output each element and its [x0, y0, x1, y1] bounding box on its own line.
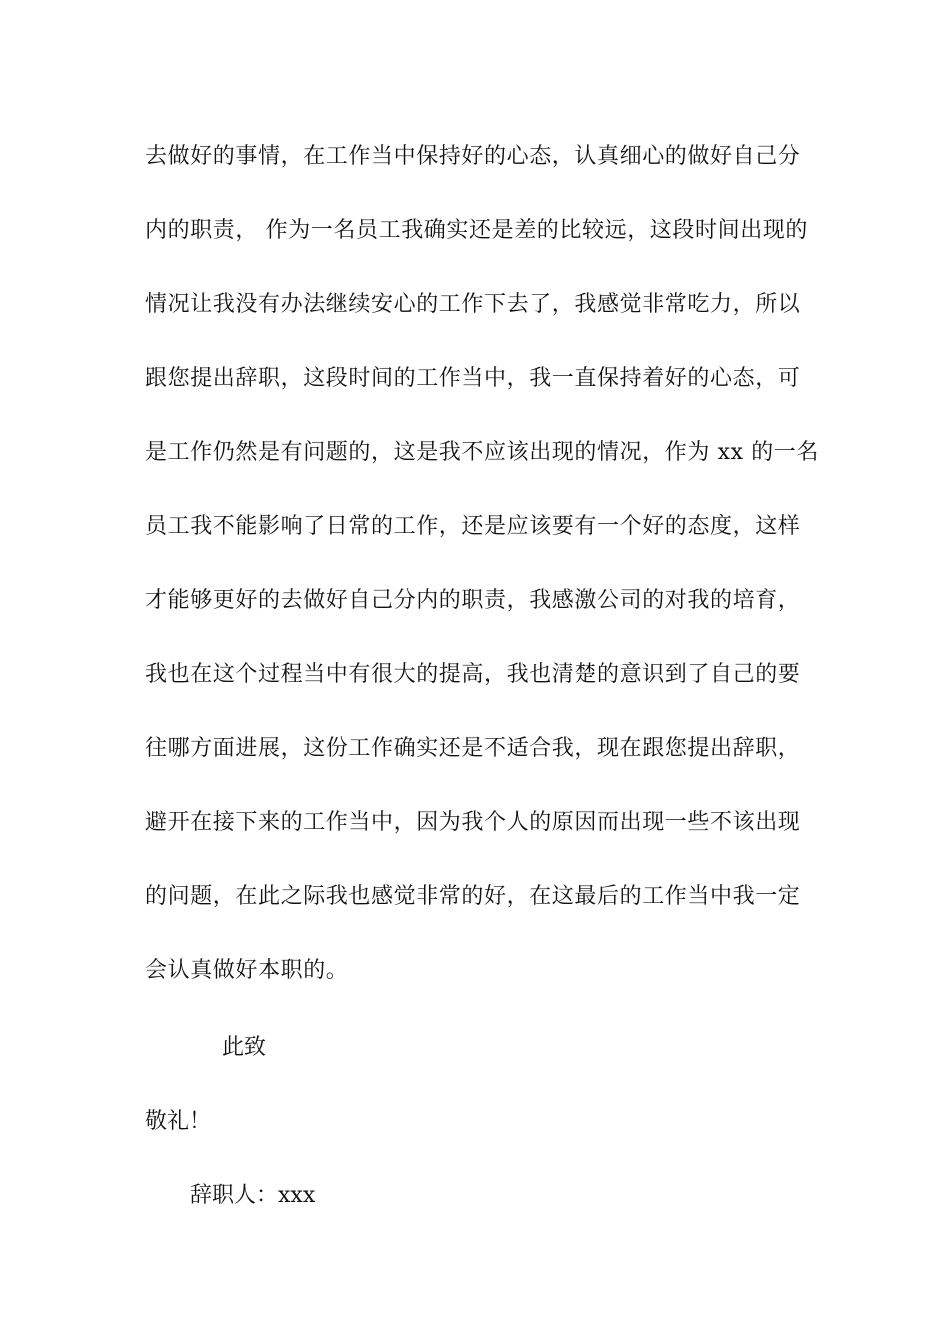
- body-line-7: 才能够更好的去做好自己分内的职责，我感激公司的对我的培育，: [145, 588, 801, 613]
- closing-respect: 敬礼！: [145, 1109, 212, 1134]
- closing-salute: 此致: [222, 1035, 267, 1060]
- body-line-4: 跟您提出辞职，这段时间的工作当中，我一直保持着好的心态，可: [145, 366, 801, 391]
- body-line-12: 会认真做好本职的。: [145, 958, 349, 983]
- body-line-8: 我也在这个过程当中有很大的提高，我也清楚的意识到了自己的要: [145, 662, 801, 687]
- body-paragraph: [145, 120, 820, 1008]
- body-line-11: 的问题，在此之际我也感觉非常的好，在这最后的工作当中我一定: [145, 884, 801, 909]
- body-line-6: 员工我不能影响了日常的工作，还是应该要有一个好的态度，这样: [145, 514, 801, 539]
- body-line-9: 往哪方面进展，这份工作确实还是不适合我，现在跟您提出辞职，: [145, 736, 801, 761]
- body-line-3: 情况让我没有办法继续安心的工作下去了，我感觉非常吃力，所以: [145, 292, 801, 317]
- body-line-2: 内的职责， 作为一名员工我确实还是差的比较远，这段时间出现的: [145, 218, 808, 243]
- body-line-1: 去做好的事情，在工作当中保持好的心态，认真细心的做好自己分: [145, 144, 801, 169]
- body-line-5: 是工作仍然是有问题的，这是我不应该出现的情况，作为 xx 的一名: [145, 440, 820, 465]
- closing-signature: 辞职人：xxx: [190, 1183, 316, 1208]
- body-line-10: 避开在接下来的工作当中，因为我个人的原因而出现一些不该出现: [145, 810, 801, 835]
